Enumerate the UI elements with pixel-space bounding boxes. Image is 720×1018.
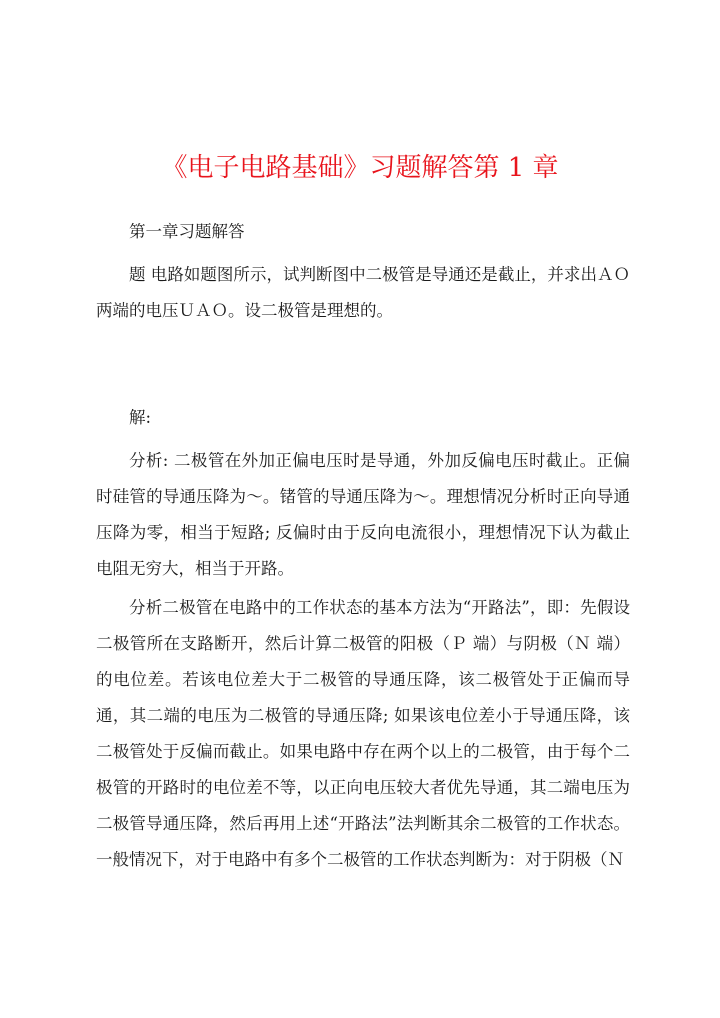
analysis-paragraph-2: 分析二极管在电路中的工作状态的基本方法为“开路法”，即：先假设二极管所在支路断开，然后计算二极管的阳极（Ｐ 端）与阴极（Ｎ 端）的电位差。若该电位差大于二极管的导通压降，该二极管处于正偏而导通，其二端的电压为二极管的导通压降; 如果该电位差小于导通压降，该二极管处于反偏而截止。如果电路中存在两个以上的二极管，由于每个二极管的开路时的电位差不等，以正向电压较大者优先导通，其二端电压为二极管导通压降，然后再用上述“开路法”法判断其余二极管的工作状态。一般情况下，对于电路中有多个二极管的工作状态判断为：对于阴极（Ｎ	[96, 598, 630, 869]
question-paragraph: 题 电路如题图所示，试判断图中二极管是导通还是截止，并求出ＡＯ两端的电压ＵＡＯ。设二极管是理想的。	[96, 265, 630, 320]
answer-label: 解:	[129, 408, 152, 427]
analysis-paragraph-1: 分析: 二极管在外加正偏电压时是导通，外加反偏电压时截止。正偏时硅管的导通压降为～。锗管的导通压降为～。理想情况分析时正向导通压降为零，相当于短路; 反偏时由于反向电流很小，理想情况下认为截止电阻无穷大，相当于开路。	[96, 451, 630, 578]
section-heading: 第一章习题解答	[129, 222, 245, 241]
document-title: 《电子电路基础》习题解答第 1 章	[161, 153, 559, 183]
